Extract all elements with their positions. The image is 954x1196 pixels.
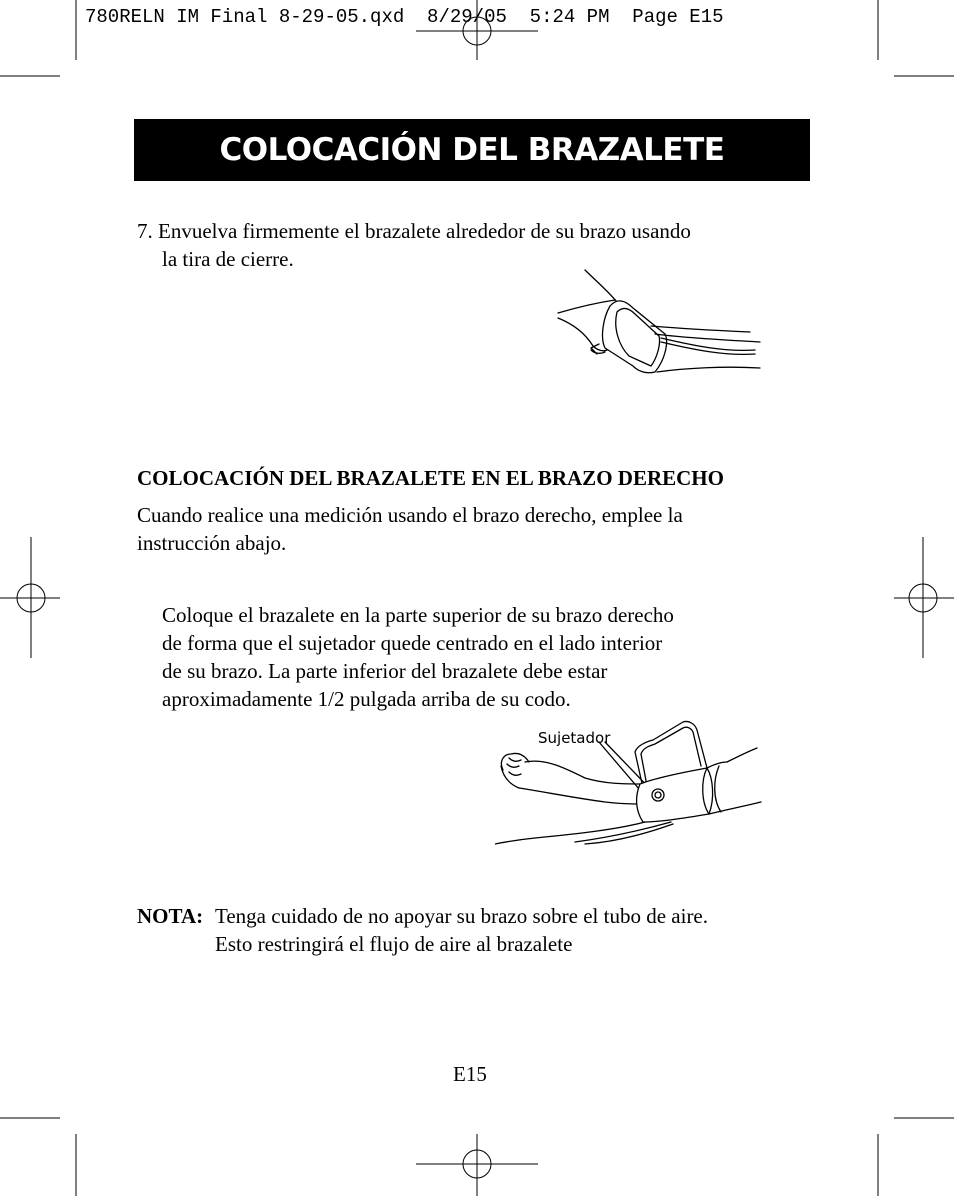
step-7-line-1: 7. Envuelva firmemente el brazalete alrededor de su brazo usando <box>137 219 691 243</box>
note-line-2: Esto restringirá el flujo de aire al brazalete <box>215 932 573 956</box>
cuff-wrap-illustration <box>555 268 765 386</box>
right-arm-intro-line-1: Cuando realice una medición usando el brazo derecho, emplee la <box>137 503 683 527</box>
instruction-line-3: de su brazo. La parte inferior del brazalete debe estar <box>162 659 608 683</box>
right-arm-heading: COLOCACIÓN DEL BRAZALETE EN EL BRAZO DERECHO <box>137 466 724 490</box>
right-arm-cuff-illustration <box>495 718 765 848</box>
page-number: E15 <box>453 1062 487 1086</box>
page-title: COLOCACIÓN DEL BRAZALETE <box>219 132 725 168</box>
step-7-line-2: la tira de cierre. <box>162 247 294 271</box>
note-line-1: Tenga cuidado de no apoyar su brazo sobre el tubo de aire. <box>215 904 709 928</box>
fastener-label: Sujetador <box>538 729 611 747</box>
instruction-line-4: aproximadamente 1/2 pulgada arriba de su codo. <box>162 687 571 711</box>
print-slug: 780RELN IM Final 8-29-05.qxd 8/29/05 5:24 PM Page E15 <box>85 6 724 28</box>
note-label: NOTA: <box>137 904 204 928</box>
instruction-line-2: de forma que el sujetador quede centrado en el lado interior <box>162 631 663 655</box>
title-bar <box>134 119 810 181</box>
instruction-line-1: Coloque el brazalete en la parte superior de su brazo derecho <box>162 603 674 627</box>
right-arm-intro-line-2: instrucción abajo. <box>137 531 287 555</box>
